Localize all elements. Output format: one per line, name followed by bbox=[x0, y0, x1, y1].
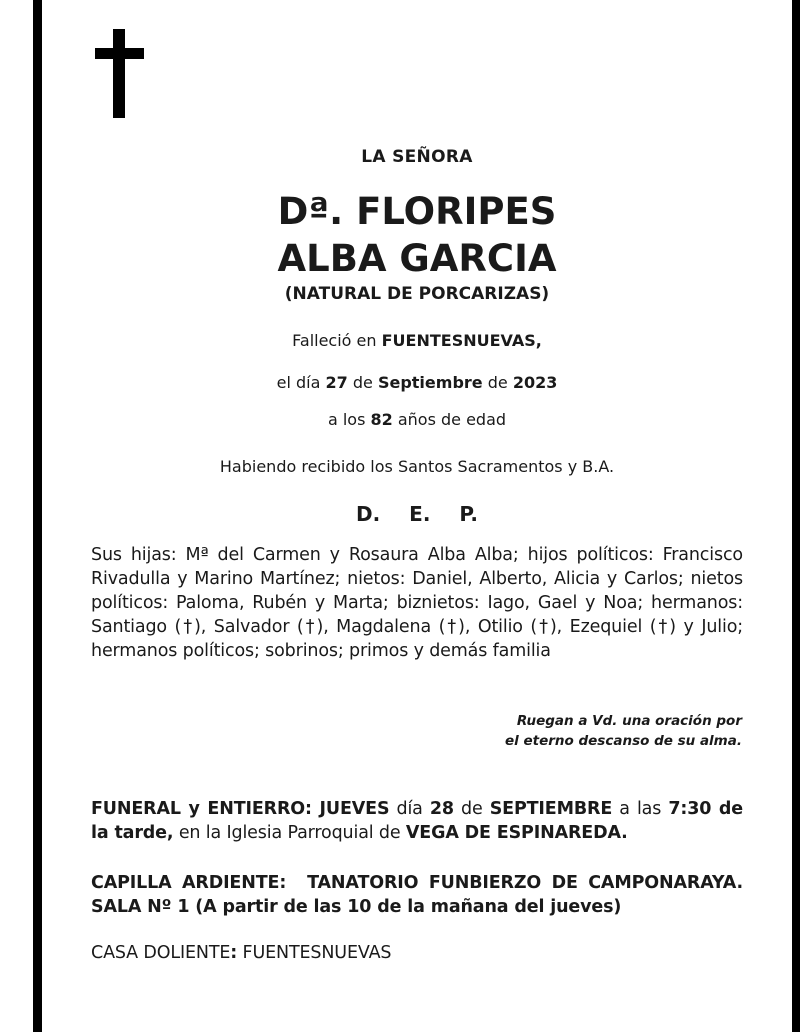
funeral-month: SEPTIEMBRE bbox=[489, 799, 613, 819]
mourning-house-info bbox=[91, 941, 743, 965]
age-suffix: años de edad bbox=[392, 410, 507, 429]
death-place: FUENTESNUEVAS, bbox=[381, 331, 542, 350]
death-date-line bbox=[42, 373, 792, 392]
funeral-month-prefix: de bbox=[453, 799, 490, 819]
house-place: FUENTESNUEVAS bbox=[237, 943, 392, 963]
death-year: 2023 bbox=[512, 373, 558, 392]
prayer-request bbox=[420, 711, 742, 751]
funeral-label: FUNERAL y ENTIERRO: JUEVES bbox=[91, 799, 390, 819]
age-prefix: a los bbox=[327, 410, 371, 429]
funeral-time-prefix: a las bbox=[612, 799, 669, 819]
right-border bbox=[792, 0, 800, 1032]
honorific-title: LA SEÑORA bbox=[361, 147, 473, 167]
chapel-info bbox=[91, 871, 743, 919]
funeral-info bbox=[91, 797, 743, 845]
date-prefix: el día bbox=[276, 373, 326, 392]
chapel-text: TANATORIO FUNBIERZO DE CAMPONARAYA. SALA Nº 1 (A partir de las 10 de la mañana del jueves) bbox=[91, 873, 743, 917]
date-separator-2: de bbox=[482, 373, 513, 392]
death-day: 27 bbox=[325, 373, 348, 392]
funeral-day-prefix: día bbox=[389, 799, 430, 819]
cross-icon bbox=[95, 29, 144, 118]
family-paragraph: Sus hijas: Mª del Carmen y Rosaura Alba Alba; hijos políticos: Francisco Rivadulla y Marino Martínez; nietos: Daniel, Alberto, Alicia y Carlos; nietos políticos: Paloma, Rubén y Marta; biznietos: Iago, Gael y Noa; hermanos: Santiago (†), Salvador (†), Magdalena (†), Otilio (†), Ezequiel (†) y Julio; hermanos políticos; sobrinos; primos y demás familia bbox=[91, 545, 743, 661]
funeral-time: 7:30 de la tarde, bbox=[91, 799, 743, 843]
dep-abbreviation: D. E. P. bbox=[356, 502, 478, 526]
prayer-line-1: Ruegan a Vd. una oración por bbox=[516, 713, 742, 729]
date-separator-1: de bbox=[347, 373, 378, 392]
deceased-first-name: Dª. FLORIPES bbox=[277, 190, 557, 233]
cross-horizontal-bar bbox=[95, 48, 144, 59]
death-place-line bbox=[42, 331, 792, 350]
left-border bbox=[33, 0, 42, 1032]
cross-vertical-bar bbox=[113, 29, 125, 118]
funeral-place-prefix: en la Iglesia Parroquial de bbox=[173, 823, 406, 843]
chapel-label: CAPILLA ARDIENTE: bbox=[91, 873, 287, 893]
house-label: CASA DOLIENTE bbox=[91, 943, 231, 963]
age-line bbox=[42, 410, 792, 429]
death-place-prefix: Falleció en bbox=[292, 331, 382, 350]
prayer-line-2: el eterno descanso de su alma. bbox=[505, 733, 742, 749]
funeral-place: VEGA DE ESPINAREDA. bbox=[405, 823, 628, 843]
age-value: 82 bbox=[370, 410, 393, 429]
deceased-origin: (NATURAL DE PORCARIZAS) bbox=[284, 284, 550, 304]
sacraments-line: Habiendo recibido los Santos Sacramentos y B.A. bbox=[219, 457, 615, 476]
house-colon: : bbox=[230, 943, 238, 963]
deceased-surnames: ALBA GARCIA bbox=[277, 237, 557, 280]
death-month: Septiembre bbox=[377, 373, 483, 392]
funeral-day: 28 bbox=[429, 799, 454, 819]
